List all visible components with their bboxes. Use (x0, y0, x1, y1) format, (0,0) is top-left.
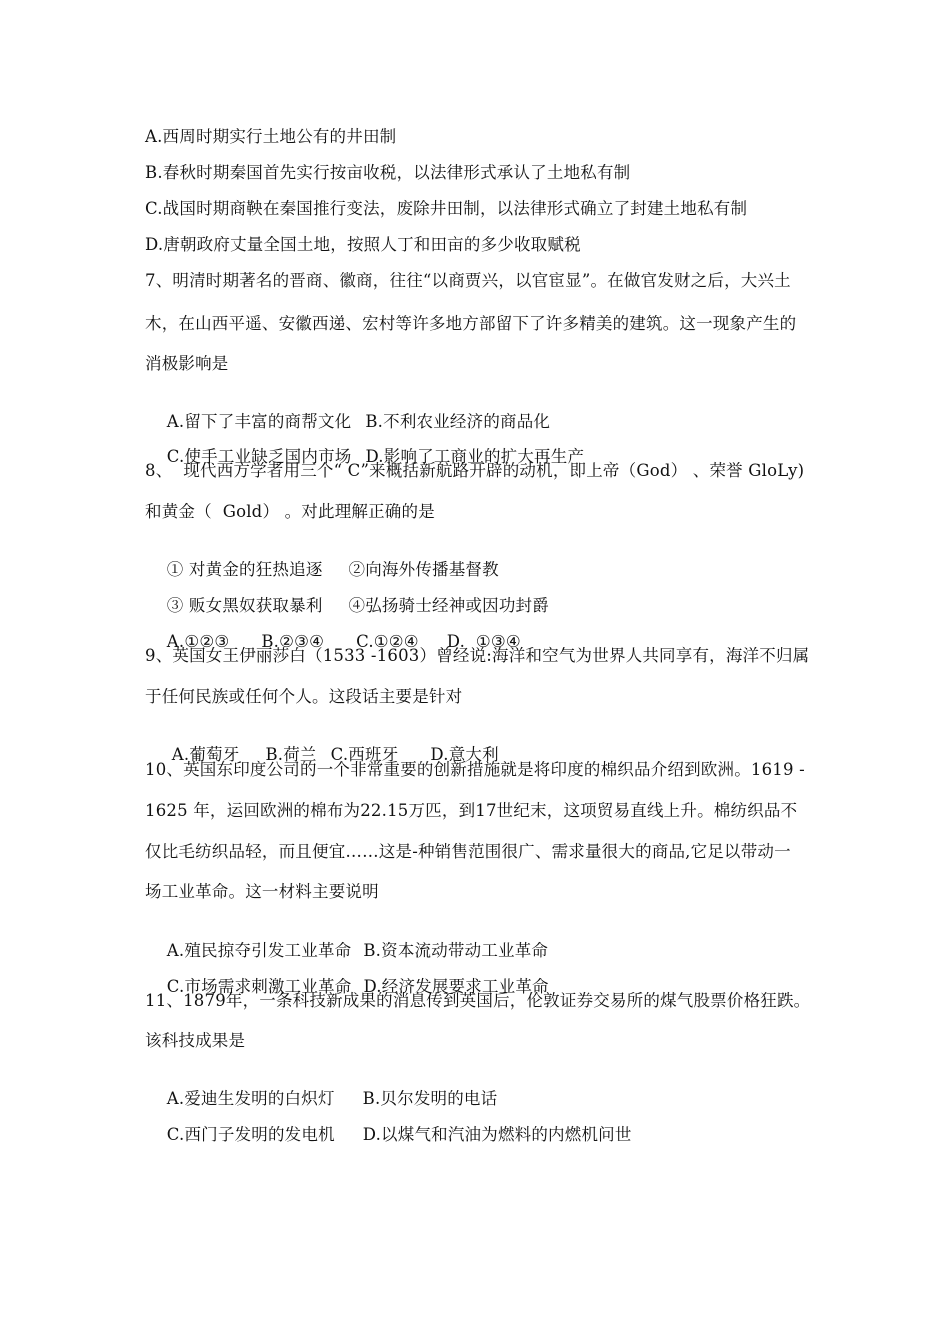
q10-option-c: C.市场需求刺激工业革命 (166, 977, 352, 996)
q9-stem-line-1: 9、英国女王伊丽莎白（1533 -1603）曾经说:海洋和空气为世界人共同享有，海洋不归属 (145, 646, 810, 665)
q8-stem-line-2: 和黄金（ Gold） 。对此理解正确的是 (145, 502, 435, 521)
q10-option-a: A.殖民掠夺引发工业革命 (166, 941, 352, 960)
q7-stem-line-3: 消极影响是 (145, 354, 229, 373)
q7-stem-line-2: 木，在山西平遥、安徽西递、宏村等许多地方部留下了许多精美的建筑。这一现象产生的 (145, 314, 797, 333)
q7-option-b: B.不利农业经济的商品化 (365, 412, 551, 431)
q10-stem-line-3: 仅比毛纺织品轻，而且便宜……这是-种销售范围很广、需求量很大的商品,它足以带动一 (145, 842, 791, 861)
q7-option-a: A.留下了丰富的商帮文化 (166, 412, 352, 431)
q9-option-d: D.意大利 (430, 745, 499, 764)
q9-option-b: B.荷兰 (265, 745, 317, 764)
q8-item-2: ②向海外传播基督教 (348, 560, 499, 579)
q8-item-3: ③ 贩女黑奴获取暴利 (166, 596, 323, 615)
q8-option-a: A.①②③ (166, 632, 230, 651)
q10-option-b: B.资本流动带动工业革命 (363, 941, 549, 960)
q11-option-c: C.西门子发明的发电机 (166, 1125, 335, 1144)
q10-stem-line-4: 场工业革命。这一材料主要说明 (145, 882, 379, 901)
q8-stem-line-1: 8、 现代西方学者用三个“ C”来概括新航路开辟的动机，即上帝（God） 、荣誉 GloLy) (145, 461, 805, 480)
q9-option-a: A.葡萄牙 (171, 745, 240, 764)
q8-option-d: D. ①③④ (446, 632, 521, 651)
q11-option-d: D.以煤气和汽油为燃料的内燃机问世 (362, 1125, 632, 1144)
q10-stem-line-2: 1625 年，运回欧洲的棉布为22.15万匹，到17世纪末，这项贸易直线上升。棉纺织品不 (145, 801, 798, 820)
q6-option-b: B.春秋时期秦国首先实行按亩收税，以法律形式承认了土地私有制 (145, 163, 631, 182)
q9-option-c: C.西班牙 (330, 745, 399, 764)
q11-stem-line-1: 11、1879年，一条科技新成果的消息传到英国后，伦敦证券交易所的煤气股票价格狂跌。 (145, 991, 811, 1010)
q11-option-a: A.爱迪生发明的白炽灯 (166, 1089, 335, 1108)
q8-option-b: B.②③④ (261, 632, 325, 651)
q11-stem-line-2: 该科技成果是 (145, 1031, 246, 1050)
q7-option-d: D.影响了工商业的扩大再生产 (365, 447, 585, 466)
q9-stem-line-2: 于任何民族或任何个人。这段话主要是针对 (145, 687, 463, 706)
q11-option-b: B.贝尔发明的电话 (362, 1089, 498, 1108)
q10-option-d: D.经济发展要求工业革命 (363, 977, 549, 996)
q6-option-d: D.唐朝政府丈量全国土地，按照人丁和田亩的多少收取赋税 (145, 235, 581, 254)
q11-options-row-2 (145, 1102, 632, 1168)
q7-option-c: C.使手工业缺乏国内市场 (166, 447, 352, 466)
q8-option-c: C.①②④ (356, 632, 419, 651)
q6-option-a: A.西周时期实行土地公有的井田制 (145, 127, 397, 146)
q6-option-c: C.战国时期商鞅在秦国推行变法，废除井田制，以法律形式确立了封建土地私有制 (145, 199, 748, 218)
q10-stem-line-1: 10、英国东印度公司的一个非常重要的创新措施就是将印度的棉织品介绍到欧洲。1619 - (145, 760, 805, 779)
q8-item-4: ④弘扬骑士经神或因功封爵 (348, 596, 549, 615)
q7-stem-line-1: 7、明清时期著名的晋商、徽商，往往“以商贾兴，以官宦显”。在做官发财之后，大兴土 (145, 271, 791, 290)
q8-item-1: ① 对黄金的狂热追逐 (166, 560, 323, 579)
